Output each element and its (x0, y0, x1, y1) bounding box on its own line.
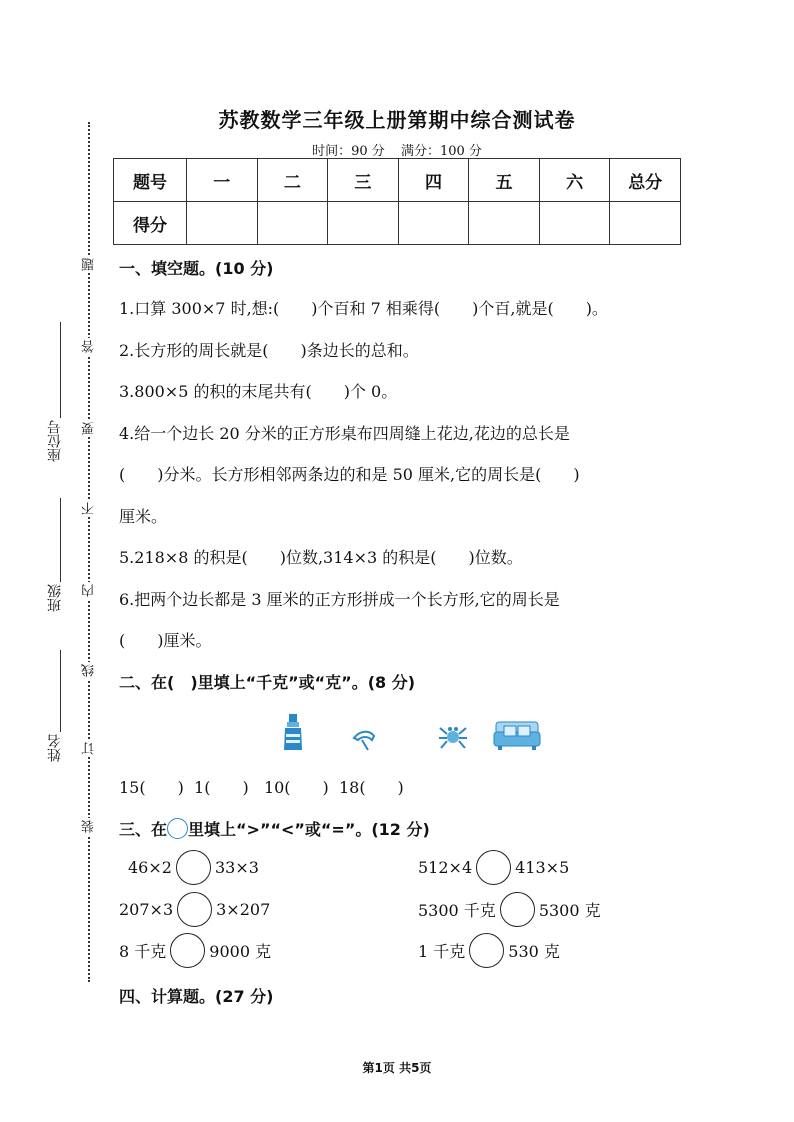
sofa-icon (492, 718, 542, 752)
exam-title: 苏教数学三年级上册第期中综合测试卷 (218, 108, 576, 132)
score-entry-cell[interactable] (328, 202, 399, 245)
answer-circle[interactable] (500, 892, 535, 927)
comparison-right: 3×207 (216, 900, 271, 919)
table-cell: 四 (398, 159, 469, 202)
comparison-right: 413×5 (515, 858, 570, 877)
table-cell: 五 (469, 159, 540, 202)
question-1: 1.口算 300×7 时,想:( )个百和 7 相乘得( )个百,就是( )。 (119, 299, 608, 318)
table-cell: 六 (539, 159, 610, 202)
section-2-title: 二、在( )里填上“千克”或“克”。(8 分) (119, 673, 416, 692)
answer-circle[interactable] (476, 850, 511, 885)
comparison-left: 512×4 (418, 858, 473, 877)
table-cell: 三 (328, 159, 399, 202)
comparison-left: 5300 千克 (418, 901, 496, 920)
full-score-info: 满分：100 分 (400, 144, 482, 159)
class-underline (60, 498, 61, 582)
binding-char: 线 (82, 664, 97, 677)
comparison-left: 207×3 (119, 900, 174, 919)
question-4-line-1: 4.给一个边长 20 分米的正方形桌布四周缝上花边,花边的总长是 (119, 424, 570, 443)
section-3-suffix: 里填上“>”“<”或“=”。(12 分) (188, 820, 430, 839)
score-entry-cell[interactable] (610, 202, 681, 245)
score-entry-cell[interactable] (539, 202, 610, 245)
score-entry-cell[interactable] (398, 202, 469, 245)
score-table-header-row (114, 159, 681, 202)
comparison-left: 8 千克 (119, 942, 167, 961)
exam-subtitle (0, 140, 794, 159)
binding-char: 要 (82, 422, 97, 435)
comparison-right: 9000 克 (209, 942, 272, 961)
table-cell: 一 (187, 159, 258, 202)
question-2: 2.长方形的周长就是( )条边长的总和。 (119, 341, 419, 360)
binding-char: 装 (82, 820, 97, 833)
score-entry-cell[interactable] (469, 202, 540, 245)
score-table-score-row (114, 202, 681, 245)
table-cell: 总分 (610, 159, 681, 202)
seat-number-label: 座位号 (47, 420, 63, 462)
seat-underline (60, 322, 61, 418)
question-6-line-2: ( )厘米。 (119, 631, 212, 650)
section-3-title (119, 817, 430, 840)
binding-dotted-line (88, 122, 90, 982)
comparison-item (119, 933, 271, 968)
picture-row (282, 712, 542, 752)
crab-icon (436, 722, 470, 752)
comparison-item (418, 892, 601, 927)
page-footer: 第1页 共5页 (362, 1061, 432, 1075)
comparison-right: 530 克 (508, 942, 560, 961)
score-table (113, 158, 681, 245)
question-3: 3.800×5 的积的末尾共有( )个 0。 (119, 382, 398, 401)
comparison-item (128, 850, 259, 885)
comparison-left: 46×2 (128, 858, 172, 877)
leaf-icon (350, 728, 390, 752)
comparison-item (418, 850, 569, 885)
class-label: 班级 (47, 584, 63, 612)
time-info: 时间：90 分 (312, 144, 385, 159)
binding-char: 答 (82, 340, 97, 353)
comparison-item (119, 892, 270, 927)
circle-icon (167, 818, 188, 839)
binding-char: 内 (82, 584, 97, 597)
comparison-left: 1 千克 (418, 942, 466, 961)
name-label: 姓名 (47, 734, 63, 762)
table-cell: 得分 (114, 202, 187, 245)
question-6-line-1: 6.把两个边长都是 3 厘米的正方形拼成一个长方形,它的周长是 (119, 590, 560, 609)
table-cell: 题号 (114, 159, 187, 202)
name-underline (60, 650, 61, 732)
question-4-line-3: 厘米。 (119, 507, 168, 526)
comparison-right: 5300 克 (538, 901, 601, 920)
score-entry-cell[interactable] (187, 202, 258, 245)
answer-circle[interactable] (177, 892, 212, 927)
answer-circle[interactable] (176, 850, 211, 885)
section-2-answer-row: 15( ) 1( ) 10( ) 18( ) (119, 778, 404, 797)
table-cell: 二 (257, 159, 328, 202)
question-4-line-2: ( )分米。长方形相邻两条边的和是 50 厘米,它的周长是( ) (119, 465, 580, 484)
ink-bottle-icon (282, 712, 304, 752)
binding-char: 订 (82, 742, 97, 755)
section-4-title: 四、计算题。(27 分) (119, 987, 274, 1006)
answer-circle[interactable] (170, 933, 205, 968)
score-entry-cell[interactable] (257, 202, 328, 245)
binding-char: 不 (82, 502, 97, 515)
comparison-right: 33×3 (214, 858, 259, 877)
question-5: 5.218×8 的积是( )位数,314×3 的积是( )位数。 (119, 548, 523, 567)
answer-circle[interactable] (469, 933, 504, 968)
section-3-prefix: 三、在 (119, 820, 168, 839)
binding-char: 题 (82, 258, 97, 271)
section-1-title: 一、填空题。(10 分) (119, 259, 274, 278)
comparison-item (418, 933, 560, 968)
